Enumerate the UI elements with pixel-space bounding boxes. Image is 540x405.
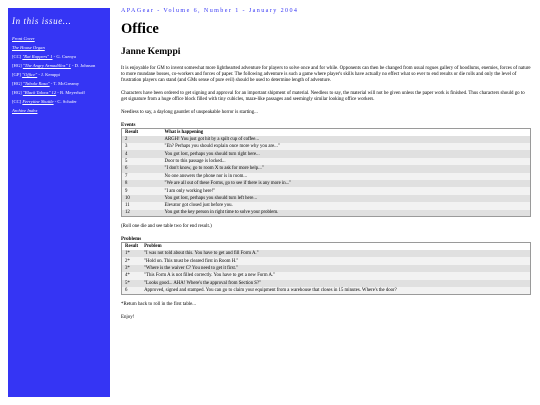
sidebar-item xyxy=(12,99,106,105)
description-cell: Approved, signed and stamped. You can go to claim your equipment from a warehouse that closes in 15 minutes. Where's the door? xyxy=(141,287,530,294)
events-row xyxy=(122,210,531,217)
description-cell: You got lost, perhaps you should turn left here... xyxy=(162,195,531,202)
events-row xyxy=(122,150,531,157)
sidebar-item xyxy=(12,36,106,42)
events-col-result: Result xyxy=(122,128,162,135)
sidebar-link[interactable]: "The Angry Armadillos" 1 xyxy=(22,62,71,68)
sidebar-link[interactable]: "Office" xyxy=(22,71,38,77)
sidebar-item-tag: [GP] xyxy=(12,71,23,77)
intro-paragraph: It is enjoyable for GM to invent somewhat more lighthearted adventure for players to solve once and for while. Opponents can then be changed from usual rogues gallery of hoodlums, enemies, forces of nature to more mundane bosses, co-workers and forces of paper. The following adventure is such a game where player's skills have actually no effect what so ever to end results or die rolls and only the level of frustration players can stand (and GMs sense of pure evil) should be used to determine length of adventure. xyxy=(121,66,531,84)
description-cell: No one answers the phone nor is in room... xyxy=(162,173,531,180)
events-row xyxy=(122,202,531,209)
sidebar xyxy=(8,8,110,397)
problems-header-row xyxy=(122,243,531,250)
sidebar-item xyxy=(12,63,106,69)
description-cell: "Eh? Perhaps you should explain once more why you are..." xyxy=(162,143,531,150)
description-cell: You got the key person in right time to solve your problem. xyxy=(162,210,531,217)
sidebar-item-tag: [CC] xyxy=(12,53,23,59)
description-cell: ARGH! You just got hit by a spilt cup of coffee... xyxy=(162,136,531,143)
events-row xyxy=(122,158,531,165)
events-header-row xyxy=(122,128,531,135)
events-row xyxy=(122,187,531,194)
page-title: Office xyxy=(121,21,159,37)
result-cell: 10 xyxy=(122,195,162,202)
author-name: Janne Kemppi xyxy=(121,47,181,57)
sidebar-item-author: - J. Kemppi xyxy=(37,71,60,77)
gauntlet-paragraph: Needless to say, a daylong gauntlet of unspeakable horror is starting... xyxy=(121,110,258,116)
result-cell: 4 xyxy=(122,150,162,157)
sidebar-item xyxy=(12,81,106,87)
sidebar-link[interactable]: The House Organ xyxy=(12,44,45,50)
description-cell: You got lost, perhaps you should turn right here... xyxy=(162,150,531,157)
sidebar-item xyxy=(12,45,106,51)
description-cell: "Where is the waiver C? You need to get it first." xyxy=(141,265,530,272)
events-row xyxy=(122,195,531,202)
sidebar-link[interactable]: Archive Index xyxy=(12,107,38,113)
result-cell: 7 xyxy=(122,173,162,180)
description-cell: Elevator got closed just before you. xyxy=(162,202,531,209)
sidebar-item-author: - G. Cuenya xyxy=(52,53,76,59)
events-row xyxy=(122,136,531,143)
problems-col-problem: Problem xyxy=(141,243,530,250)
events-row xyxy=(122,173,531,180)
setup-paragraph: Characters have been ordered to get signing and approval for an important shipment of material. Needless to say, the material will not be given unless the paper work is finished. Thus characters should go to get signature from a huge office block filled with tiny cubicles, maze-like passages and seemingly similar looking office workers. xyxy=(121,91,525,103)
result-cell: 2 xyxy=(122,136,162,143)
description-cell: "I am only working here!" xyxy=(162,187,531,194)
problems-col-result: Result xyxy=(122,243,142,250)
events-col-what: What is happening xyxy=(162,128,531,135)
sidebar-link[interactable]: "Black Taloos" 12 xyxy=(22,89,57,95)
main-content xyxy=(121,8,531,327)
events-table xyxy=(121,128,531,218)
problems-row xyxy=(122,257,531,264)
description-cell: "Hold on. This must be cleared first in Room H." xyxy=(141,257,530,264)
description-cell: "Looks good... AHA! Where's the approval from Section S?" xyxy=(141,280,530,287)
events-row xyxy=(122,180,531,187)
result-cell: 2* xyxy=(122,257,142,264)
sidebar-item xyxy=(12,108,106,114)
description-cell: "I was not told about this. You have to get and fill Form A." xyxy=(141,250,530,257)
sidebar-item-tag: [HG] xyxy=(12,80,23,86)
events-row xyxy=(122,165,531,172)
result-cell: 6 xyxy=(122,165,162,172)
events-row xyxy=(122,143,531,150)
result-cell: 3* xyxy=(122,265,142,272)
sidebar-heading: In this issue... xyxy=(12,16,72,26)
result-cell: 4* xyxy=(122,272,142,279)
closing-text: Enjoy! xyxy=(121,314,135,320)
description-cell: "This Form A is not filled correctly. You have to get a new Form A." xyxy=(141,272,530,279)
sidebar-item-author: - D. Johnson xyxy=(70,62,96,68)
sidebar-link[interactable]: "Rat Rappers" 1 xyxy=(22,53,53,59)
problems-row xyxy=(122,287,531,294)
result-cell: 11 xyxy=(122,202,162,209)
sidebar-item-tag: [HG] xyxy=(12,89,23,95)
roll-note: (Roll one die and see table two for end result.) xyxy=(121,224,212,230)
sidebar-list xyxy=(12,36,106,113)
sidebar-item xyxy=(12,72,106,78)
problems-table xyxy=(121,242,531,295)
events-heading: Events xyxy=(121,122,136,128)
problems-row xyxy=(122,280,531,287)
sidebar-link[interactable]: Ferrytine Shuttle xyxy=(22,98,54,104)
result-cell: 9 xyxy=(122,187,162,194)
sidebar-item-author: - B. Meyerhoff xyxy=(56,89,85,95)
result-cell: 3 xyxy=(122,143,162,150)
result-cell: 5 xyxy=(122,158,162,165)
description-cell: "We are all out of these Forms, go to see if there is any more in..." xyxy=(162,180,531,187)
return-note: *Return back to roll in the first table... xyxy=(121,301,196,307)
sidebar-item-author: - C. Schafer xyxy=(53,98,77,104)
sidebar-link[interactable]: Front Cover xyxy=(12,36,35,41)
problems-row xyxy=(122,265,531,272)
result-cell: 12 xyxy=(122,210,162,217)
sidebar-item-tag: [CC] xyxy=(12,98,23,104)
problems-row xyxy=(122,250,531,257)
description-cell: "I don't know, go to room X to ask for more help..." xyxy=(162,165,531,172)
result-cell: 8 xyxy=(122,180,162,187)
sidebar-item-author: - T. McGreamy xyxy=(49,80,80,86)
sidebar-item xyxy=(12,54,106,60)
issue-line: APAGear - Volume 6, Number 1 - January 2004 xyxy=(121,8,299,14)
problems-row xyxy=(122,272,531,279)
sidebar-item xyxy=(12,90,106,96)
sidebar-item-tag: [HG] xyxy=(12,62,23,68)
sidebar-link[interactable]: "Tabula Rasa" xyxy=(22,80,50,86)
result-cell: 5* xyxy=(122,280,142,287)
result-cell: 1* xyxy=(122,250,142,257)
result-cell: 6 xyxy=(122,287,142,294)
problems-heading: Problems xyxy=(121,237,142,243)
description-cell: Door to this passage is locked... xyxy=(162,158,531,165)
